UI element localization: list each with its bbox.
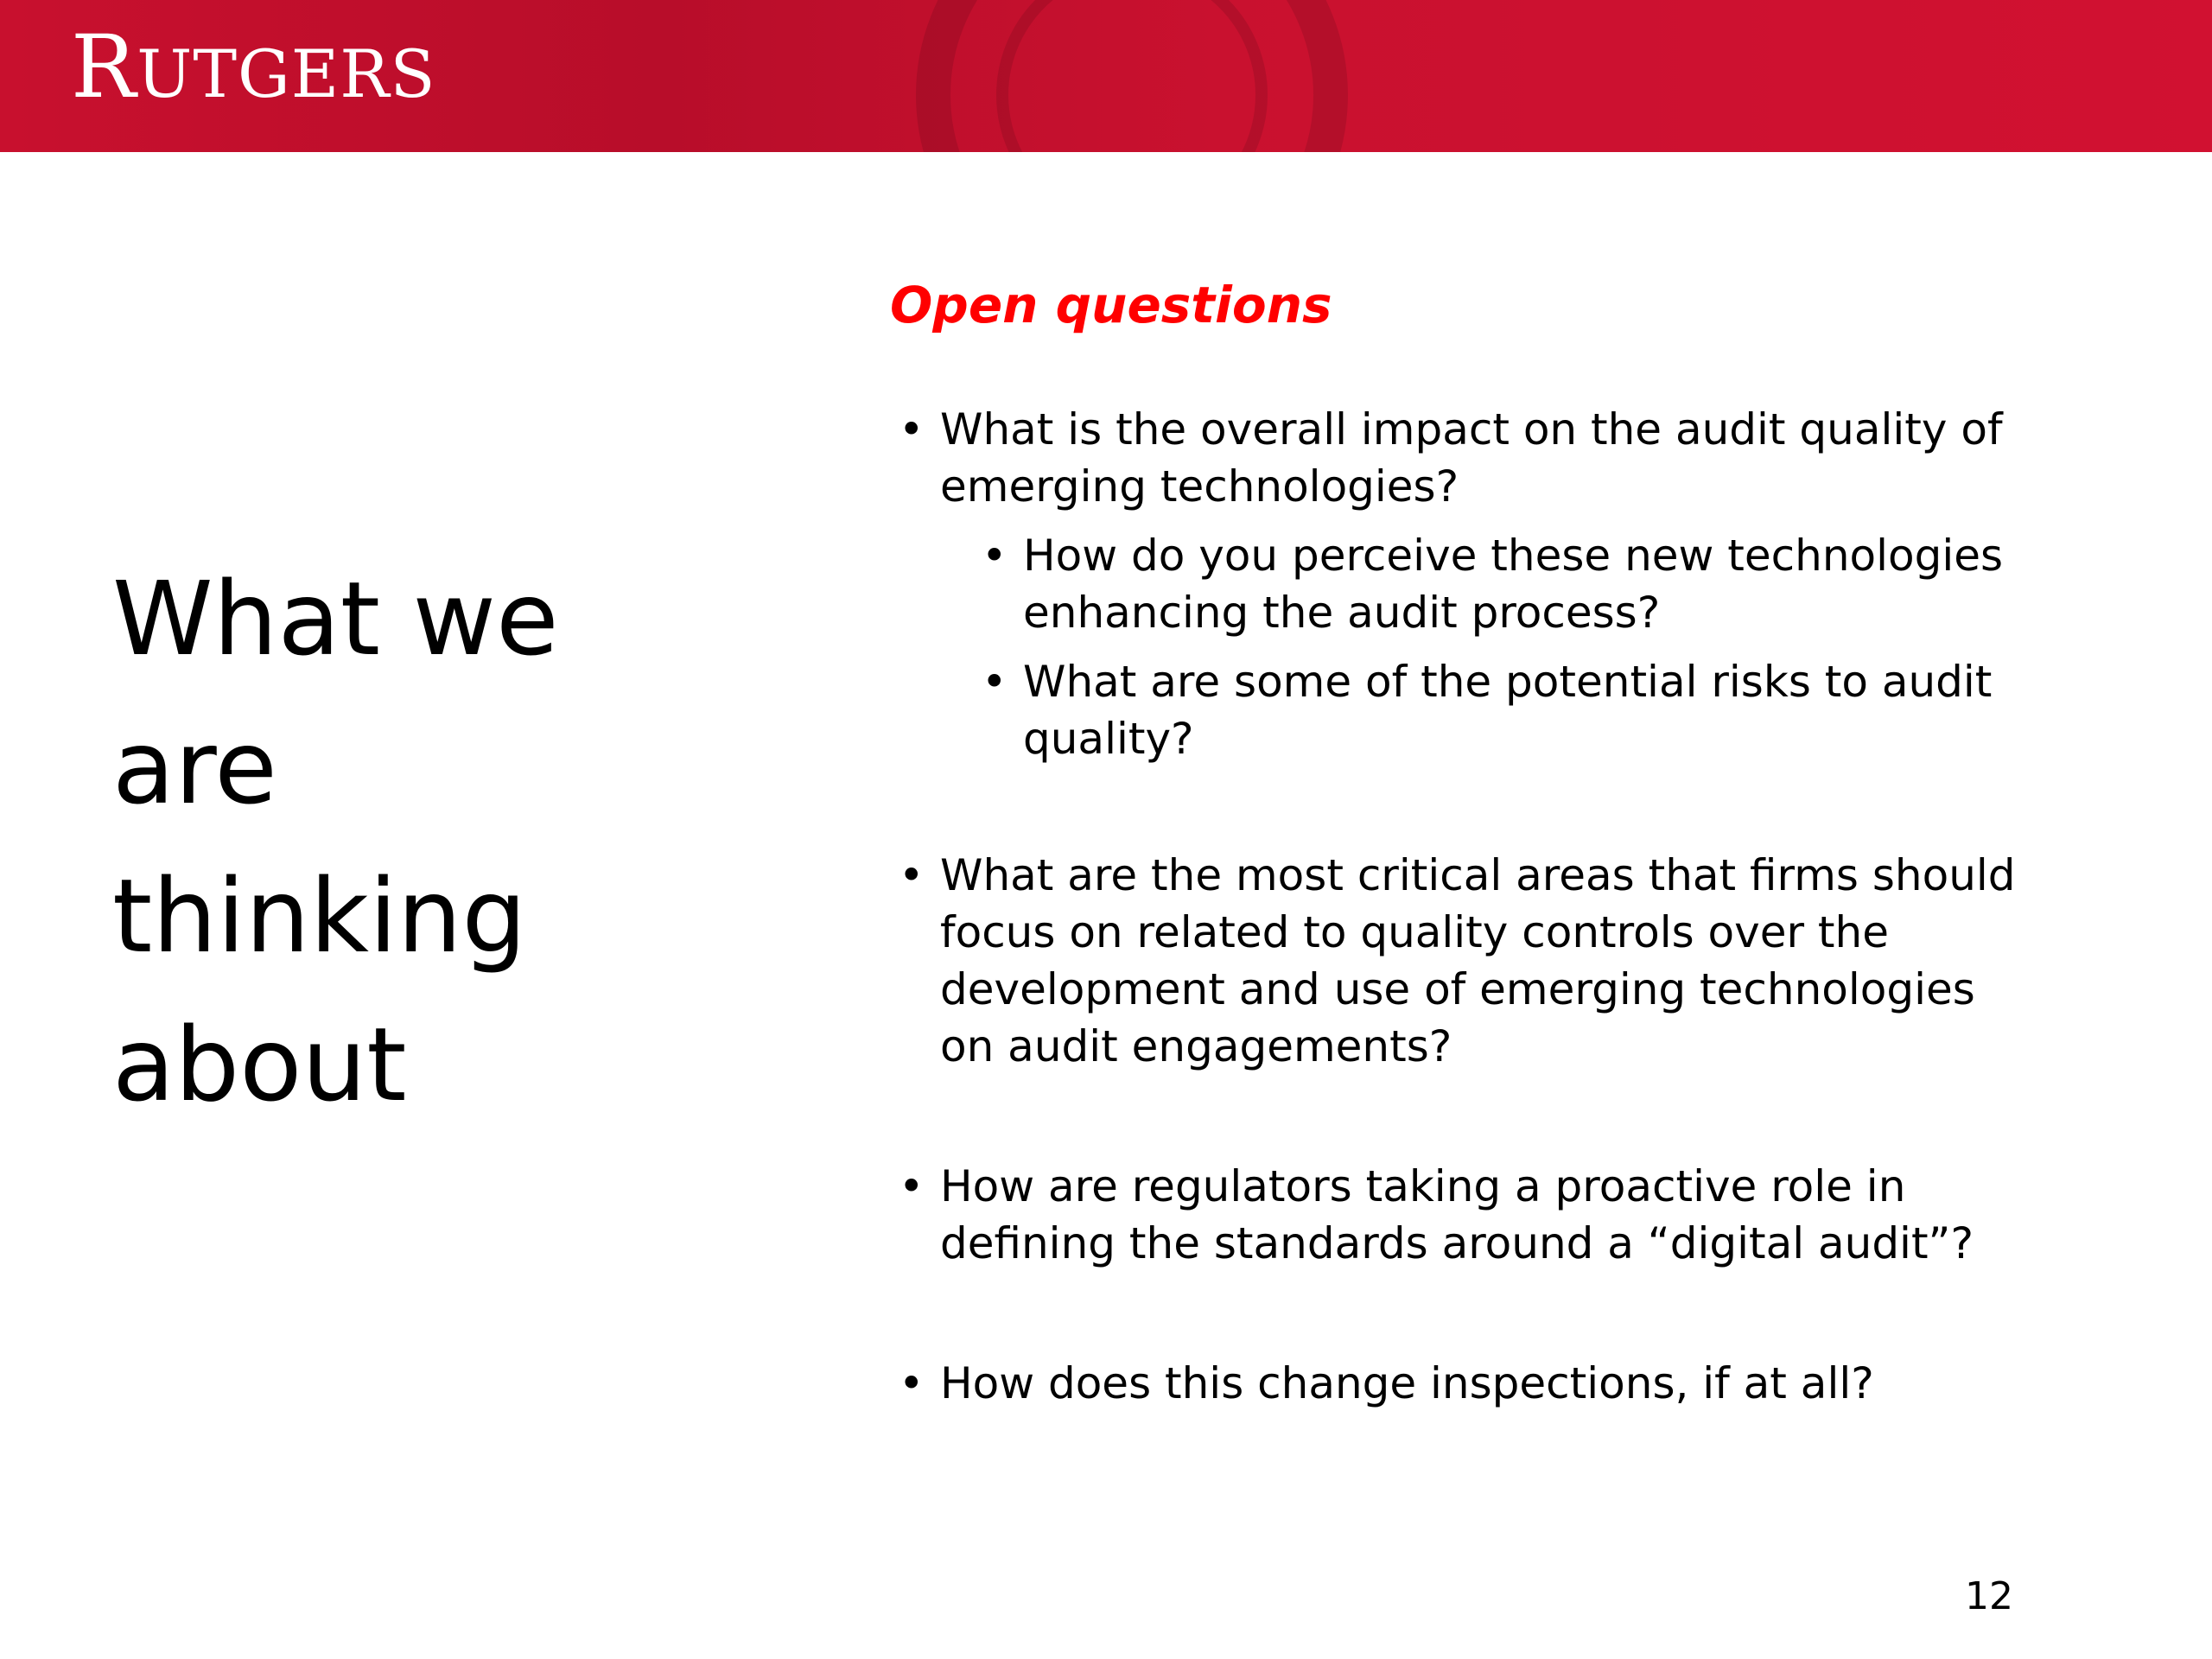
bullet-icon: • [899, 1358, 925, 1408]
slide-title-line: about [112, 1005, 407, 1124]
sub-question-list [940, 527, 2039, 767]
question-text: How does this change inspections, if at all? [940, 1358, 1874, 1408]
bullet-icon: • [899, 850, 925, 900]
slide-title [112, 544, 717, 1139]
bullet-icon: • [982, 657, 1007, 707]
slide-title-line: thinking [112, 856, 527, 976]
sub-question-item [982, 527, 2039, 641]
section-heading: Open questions [890, 276, 1332, 334]
logo-initial: R [71, 16, 137, 118]
question-item [899, 1355, 2039, 1412]
bullet-icon: • [982, 531, 1007, 581]
question-item [899, 1158, 2039, 1272]
question-text: What are the most critical areas that firms should focus on related to quality controls over the development and use of emerging technologies on audit engagements? [940, 850, 2016, 1071]
bullet-icon: • [899, 1161, 925, 1211]
bullet-icon: • [899, 404, 925, 454]
rutgers-logo [71, 16, 436, 118]
sub-question-text: How do you perceive these new technologies enhancing the audit process? [1023, 531, 2004, 638]
sub-question-item [982, 653, 2039, 767]
slide-title-line: What we [112, 559, 559, 678]
slide-title-line: are [112, 708, 277, 827]
question-list [899, 401, 2039, 1412]
question-text: What is the overall impact on the audit quality of emerging technologies? [940, 404, 2003, 512]
page-number: 12 [1965, 1574, 2013, 1618]
sub-question-text: What are some of the potential risks to audit quality? [1023, 657, 1993, 764]
seal-watermark-icon [907, 0, 1357, 152]
header-bar [0, 0, 2212, 152]
question-text: How are regulators taking a proactive role in defining the standards around a “digital audit”? [940, 1161, 1974, 1268]
question-item [899, 847, 2039, 1075]
question-item [899, 401, 2039, 767]
logo-rest: UTGERS [137, 35, 436, 112]
